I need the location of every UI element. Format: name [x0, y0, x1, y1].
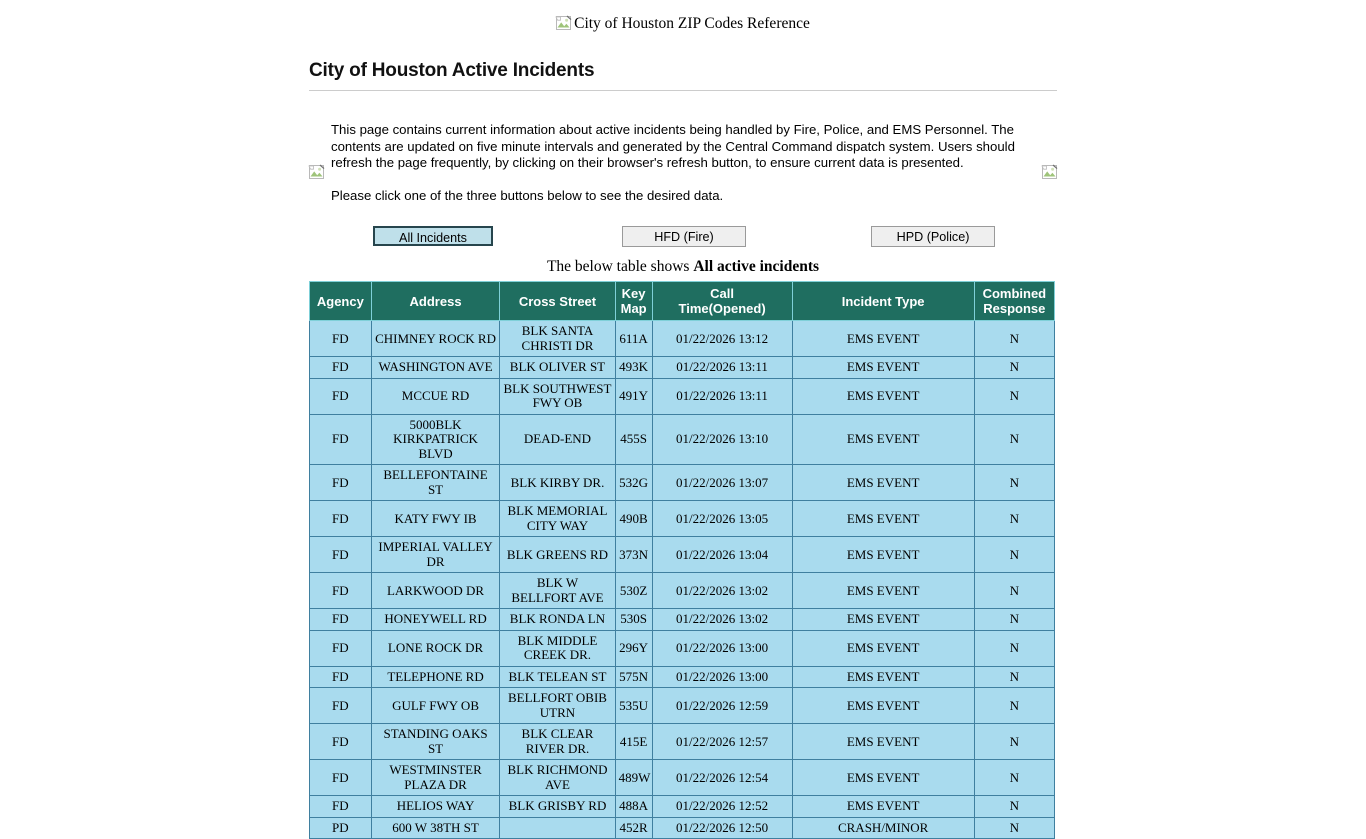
cell-agency: FD — [310, 537, 372, 573]
table-row — [310, 501, 1055, 537]
cell-key-map: 455S — [615, 414, 652, 465]
cell-incident-type: EMS EVENT — [792, 573, 974, 609]
cell-incident-type: EMS EVENT — [792, 414, 974, 465]
cell-address: WASHINGTON AVE — [371, 357, 500, 379]
cell-agency: FD — [310, 609, 372, 631]
cell-address: WESTMINSTER PLAZA DR — [371, 760, 500, 796]
table-row — [310, 357, 1055, 379]
page-title: City of Houston Active Incidents — [309, 60, 595, 81]
cell-key-map: 489W — [615, 760, 652, 796]
cell-address: LONE ROCK DR — [371, 630, 500, 666]
hpd-police-button[interactable]: HPD (Police) — [871, 226, 995, 247]
broken-image-icon — [556, 15, 572, 31]
cell-combined-response: N — [974, 630, 1054, 666]
cell-address: LARKWOOD DR — [371, 573, 500, 609]
cell-agency: FD — [310, 796, 372, 818]
cell-key-map: 488A — [615, 796, 652, 818]
cell-call-time: 01/22/2026 13:11 — [652, 357, 792, 379]
cell-cross-street: BLK KIRBY DR. — [500, 465, 615, 501]
cell-address: CHIMNEY ROCK RD — [371, 321, 500, 357]
table-row — [310, 378, 1055, 414]
cell-combined-response: N — [974, 724, 1054, 760]
broken-image-icon-left — [309, 164, 325, 180]
table-row — [310, 573, 1055, 609]
cell-call-time: 01/22/2026 12:52 — [652, 796, 792, 818]
cell-call-time: 01/22/2026 13:12 — [652, 321, 792, 357]
table-row — [310, 666, 1055, 688]
cell-cross-street: BLK CLEAR RIVER DR. — [500, 724, 615, 760]
cell-key-map: 575N — [615, 666, 652, 688]
cell-agency: FD — [310, 357, 372, 379]
table-header-row — [310, 282, 1055, 321]
table-row — [310, 688, 1055, 724]
cell-incident-type: EMS EVENT — [792, 537, 974, 573]
cell-key-map: 493K — [615, 357, 652, 379]
cell-address: TELEPHONE RD — [371, 666, 500, 688]
cell-call-time: 01/22/2026 12:50 — [652, 817, 792, 839]
column-header-incident-type[interactable]: Incident Type — [792, 282, 974, 321]
intro-section — [309, 122, 1057, 204]
cell-address: MCCUE RD — [371, 378, 500, 414]
cell-incident-type: EMS EVENT — [792, 501, 974, 537]
table-caption-emphasis: All active incidents — [693, 258, 820, 276]
cell-incident-type: EMS EVENT — [792, 796, 974, 818]
cell-incident-type: EMS EVENT — [792, 630, 974, 666]
table-row — [310, 609, 1055, 631]
column-header-key-map-line1: Key — [621, 286, 646, 302]
cell-key-map: 532G — [615, 465, 652, 501]
cell-call-time: 01/22/2026 12:59 — [652, 688, 792, 724]
broken-image-icon-right — [1042, 164, 1058, 180]
cell-cross-street: BLK RICHMOND AVE — [500, 760, 615, 796]
cell-key-map: 611A — [615, 321, 652, 357]
cell-key-map: 373N — [615, 537, 652, 573]
cell-cross-street: BLK SANTA CHRISTI DR — [500, 321, 615, 357]
cell-combined-response: N — [974, 609, 1054, 631]
cell-agency: FD — [310, 724, 372, 760]
cell-call-time: 01/22/2026 13:11 — [652, 378, 792, 414]
title-divider — [309, 90, 1057, 92]
cell-address: STANDING OAKS ST — [371, 724, 500, 760]
intro-text — [331, 122, 1031, 204]
column-header-call-time-line1: Call — [710, 286, 735, 302]
cell-agency: FD — [310, 414, 372, 465]
cell-cross-street: BLK GRISBY RD — [500, 796, 615, 818]
column-header-address[interactable]: Address — [371, 282, 500, 321]
cell-call-time: 01/22/2026 13:00 — [652, 666, 792, 688]
cell-incident-type: EMS EVENT — [792, 378, 974, 414]
cell-cross-street: BLK RONDA LN — [500, 609, 615, 631]
cell-combined-response: N — [974, 378, 1054, 414]
column-header-cross-street[interactable]: Cross Street — [500, 282, 615, 321]
cell-key-map: 530Z — [615, 573, 652, 609]
cell-cross-street: BLK TELEAN ST — [500, 666, 615, 688]
cell-cross-street: DEAD-END — [500, 414, 615, 465]
cell-cross-street: BLK GREENS RD — [500, 537, 615, 573]
cell-combined-response: N — [974, 357, 1054, 379]
incidents-table-body — [310, 321, 1055, 839]
cell-incident-type: EMS EVENT — [792, 357, 974, 379]
incidents-table — [309, 281, 1055, 839]
cell-agency: FD — [310, 465, 372, 501]
banner-alt-text: City of Houston ZIP Codes Reference — [574, 15, 810, 32]
cell-address: HONEYWELL RD — [371, 609, 500, 631]
column-header-combined-line1: Combined — [982, 286, 1047, 302]
cell-address: 5000BLK KIRKPATRICK BLVD — [371, 414, 500, 465]
cell-key-map: 452R — [615, 817, 652, 839]
cell-key-map: 530S — [615, 609, 652, 631]
cell-call-time: 01/22/2026 13:05 — [652, 501, 792, 537]
cell-key-map: 296Y — [615, 630, 652, 666]
table-row — [310, 724, 1055, 760]
cell-cross-street: BLK SOUTHWEST FWY OB — [500, 378, 615, 414]
cell-incident-type: EMS EVENT — [792, 688, 974, 724]
cell-agency: FD — [310, 760, 372, 796]
cell-incident-type: EMS EVENT — [792, 465, 974, 501]
column-header-combined-response[interactable] — [974, 282, 1054, 321]
cell-address: BELLEFONTAINE ST — [371, 465, 500, 501]
cell-call-time: 01/22/2026 12:54 — [652, 760, 792, 796]
cell-agency: FD — [310, 666, 372, 688]
table-row — [310, 321, 1055, 357]
cell-combined-response: N — [974, 573, 1054, 609]
cell-key-map: 491Y — [615, 378, 652, 414]
table-row — [310, 465, 1055, 501]
cell-call-time: 01/22/2026 13:00 — [652, 630, 792, 666]
cell-call-time: 01/22/2026 13:02 — [652, 609, 792, 631]
column-header-combined-line2: Response — [983, 301, 1046, 317]
column-header-call-time[interactable] — [652, 282, 792, 321]
cell-address: KATY FWY IB — [371, 501, 500, 537]
cell-call-time: 01/22/2026 13:04 — [652, 537, 792, 573]
cell-agency: FD — [310, 630, 372, 666]
cell-cross-street — [500, 817, 615, 839]
cell-incident-type: EMS EVENT — [792, 666, 974, 688]
cell-combined-response: N — [974, 537, 1054, 573]
banner — [0, 0, 1366, 38]
cell-incident-type: EMS EVENT — [792, 321, 974, 357]
table-row — [310, 760, 1055, 796]
intro-paragraph-1: This page contains current information about active incidents being handled by Fire, Police, and EMS Personnel. The contents are updated on five minute intervals and generated by the Central Command dispatch system. Users should refresh the page frequently, by clicking on their browser's refresh button, to ensure current data is presented. — [331, 122, 1015, 171]
cell-combined-response: N — [974, 666, 1054, 688]
filter-button-row — [309, 226, 1057, 252]
cell-call-time: 01/22/2026 13:07 — [652, 465, 792, 501]
table-row — [310, 537, 1055, 573]
column-header-call-time-line2: Time(Opened) — [678, 301, 766, 317]
cell-combined-response: N — [974, 817, 1054, 839]
cell-agency: FD — [310, 688, 372, 724]
cell-key-map: 490B — [615, 501, 652, 537]
table-caption — [309, 258, 1057, 276]
table-row — [310, 630, 1055, 666]
cell-combined-response: N — [974, 414, 1054, 465]
cell-combined-response: N — [974, 501, 1054, 537]
cell-agency: FD — [310, 378, 372, 414]
table-row — [310, 817, 1055, 839]
cell-call-time: 01/22/2026 13:02 — [652, 573, 792, 609]
cell-call-time: 01/22/2026 12:57 — [652, 724, 792, 760]
cell-key-map: 415E — [615, 724, 652, 760]
cell-cross-street: BLK OLIVER ST — [500, 357, 615, 379]
column-header-agency[interactable]: Agency — [310, 282, 372, 321]
cell-key-map: 535U — [615, 688, 652, 724]
cell-cross-street: BLK MIDDLE CREEK DR. — [500, 630, 615, 666]
cell-cross-street: BELLFORT OBIB UTRN — [500, 688, 615, 724]
cell-cross-street: BLK MEMORIAL CITY WAY — [500, 501, 615, 537]
hfd-fire-button[interactable]: HFD (Fire) — [622, 226, 746, 247]
cell-address: 600 W 38TH ST — [371, 817, 500, 839]
all-incidents-button[interactable]: All Incidents — [373, 226, 493, 246]
cell-incident-type: EMS EVENT — [792, 724, 974, 760]
cell-agency: FD — [310, 573, 372, 609]
cell-combined-response: N — [974, 760, 1054, 796]
cell-cross-street: BLK W BELLFORT AVE — [500, 573, 615, 609]
cell-incident-type: CRASH/MINOR — [792, 817, 974, 839]
cell-address: IMPERIAL VALLEY DR — [371, 537, 500, 573]
column-header-key-map[interactable] — [615, 282, 652, 321]
content-column — [309, 60, 1057, 835]
intro-paragraph-2: Please click one of the three buttons below to see the desired data. — [331, 187, 724, 203]
incidents-table-container — [309, 281, 1057, 835]
cell-agency: FD — [310, 321, 372, 357]
cell-combined-response: N — [974, 321, 1054, 357]
cell-agency: FD — [310, 501, 372, 537]
cell-agency: PD — [310, 817, 372, 839]
cell-call-time: 01/22/2026 13:10 — [652, 414, 792, 465]
table-row — [310, 414, 1055, 465]
table-caption-prefix: The below table shows — [546, 258, 694, 276]
cell-incident-type: EMS EVENT — [792, 609, 974, 631]
column-header-key-map-line2: Map — [620, 301, 647, 317]
cell-incident-type: EMS EVENT — [792, 760, 974, 796]
cell-combined-response: N — [974, 688, 1054, 724]
cell-combined-response: N — [974, 796, 1054, 818]
cell-combined-response: N — [974, 465, 1054, 501]
table-row — [310, 796, 1055, 818]
cell-address: GULF FWY OB — [371, 688, 500, 724]
cell-address: HELIOS WAY — [371, 796, 500, 818]
